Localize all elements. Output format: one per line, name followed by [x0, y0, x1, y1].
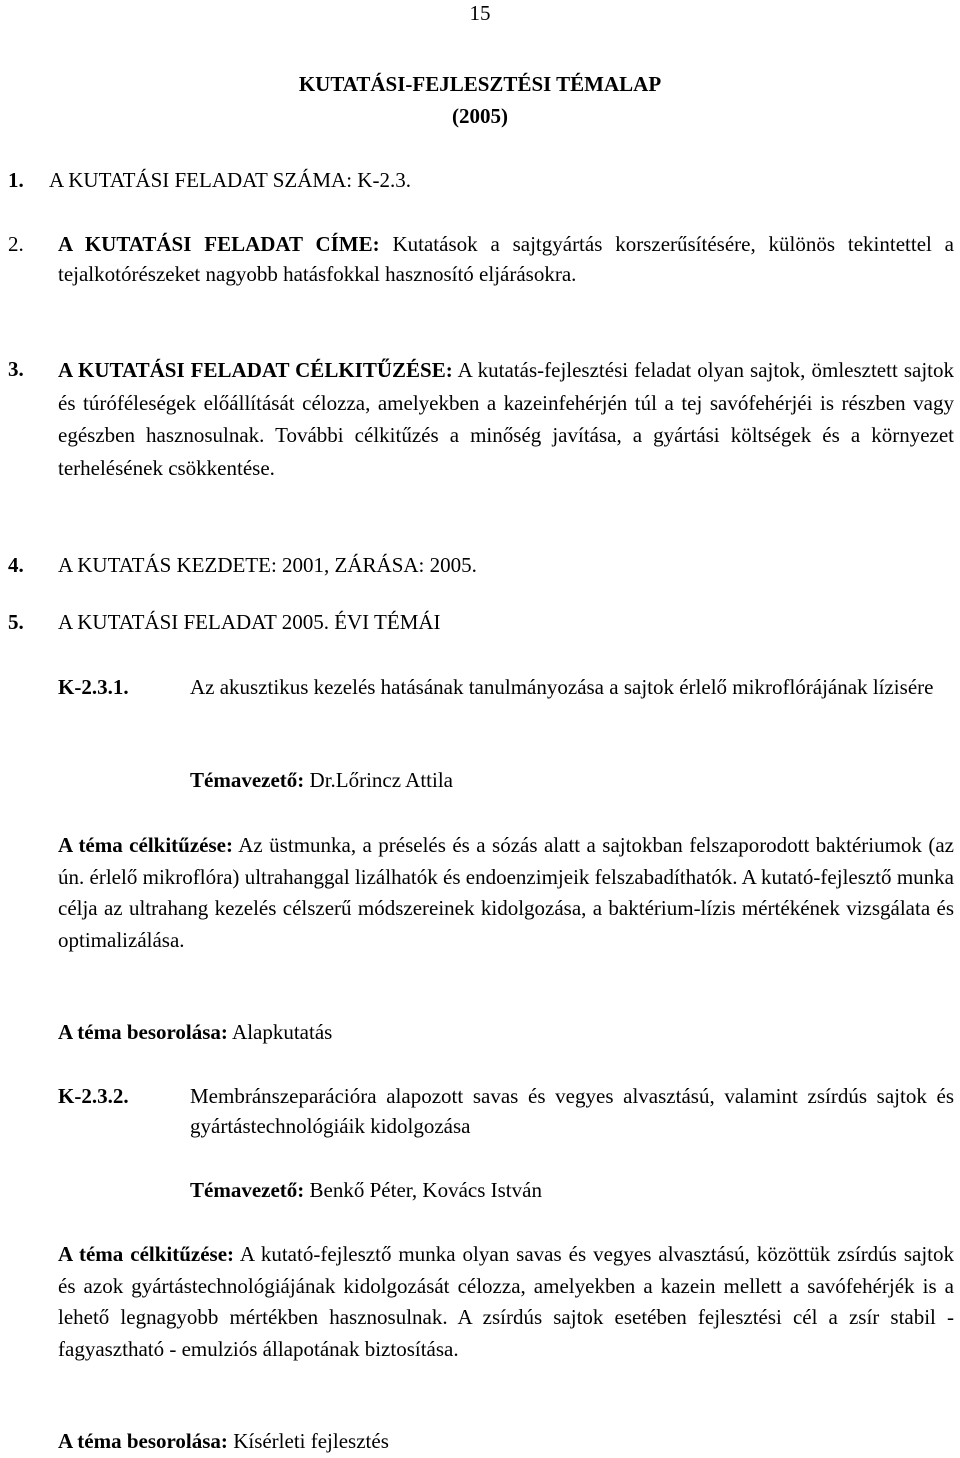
topic-2-code: K-2.3.2. — [58, 1084, 129, 1108]
item-1-number: 1. — [8, 168, 24, 192]
topic-1-leader-label: Témavezető: — [190, 768, 305, 792]
item-5-number: 5. — [8, 610, 24, 634]
item-2 — [58, 229, 954, 289]
topic-2-class-label: A téma besorolása: — [58, 1429, 228, 1453]
topic-1-leader — [190, 765, 954, 795]
topic-2-goal-label: A téma célkitűzése: — [58, 1242, 235, 1266]
topic-2-title: Membránszeparációra alapozott savas és vegyes alvasztású, valamint zsírdús sajtok és gyártástechnológiáik kidolgozása — [190, 1084, 954, 1138]
topic-1-class-label: A téma besorolása: — [58, 1020, 228, 1044]
item-3-value: A kutatás-fejlesztési feladat olyan sajtok, ömlesztett sajtok és túróféleségek előállítását célozza, amelyekben a kazeinfehérjén túl a tej savófehérjéi is részben vagy egészben hasznosulnak. További célkitűzés a minőség javítása, a gyártási költségek és a környezet terhelésének csökkentése. — [58, 358, 954, 480]
topic-2-goal-value: A kutató-fejlesztő munka olyan savas és vegyes alvasztású, közöttük zsírdús sajtok és azok gyártástechnológiájának kidolgozását célozza, amelyekben a kazein mellett a savófehérjék is a lehető legnagyobb mértékben hasznosulnak. A zsírdús sajtok esetében fejlesztési cél a zsír stabil - fagyasztható - emulziós állapotának biztosítása. — [58, 1242, 954, 1361]
item-3-label: A KUTATÁSI FELADAT CÉLKITŰZÉSE: — [58, 358, 453, 382]
item-4-number: 4. — [8, 553, 24, 577]
topic-1-goal-label: A téma célkitűzése: — [58, 833, 233, 857]
item-3-number: 3. — [8, 357, 24, 381]
item-4-label: A KUTATÁS KEZDETE: 2001, ZÁRÁSA: 2005. — [58, 553, 477, 577]
item-2-value: Kutatások a sajtgyártás korszerűsítésére, különös tekintettel a tejalkotórészeket nagyobb hatásfokkal hasznosító eljárásokra. — [58, 232, 955, 286]
item-1-label: A KUTATÁSI FELADAT SZÁMA: — [49, 168, 353, 192]
topic-1-class-value: Alapkutatás — [227, 1020, 333, 1044]
topic-1-leader-value: Dr.Lőrincz Attila — [304, 768, 453, 792]
topic-1-goal — [58, 830, 954, 956]
page-number: 15 — [469, 1, 491, 25]
document-year: (2005) — [452, 104, 508, 128]
document-title: KUTATÁSI-FEJLESZTÉSI TÉMALAP — [298, 72, 662, 96]
topic-2-goal — [58, 1239, 954, 1365]
topic-2-leader — [190, 1175, 954, 1205]
topic-1-classification — [58, 1017, 954, 1047]
topic-1-goal-value: Az üstmunka, a préselés és a sózás alatt a sajtokban felszaporodott baktériumok (az ún. érlelő mikroflóra) ultrahanggal lizálhatók és endoenzimjeik felszabadíthatók. A kutató-fejlesztő munka célja az ultrahang kezelés célszerű módszereinek kidolgozása, a baktérium-lízis mértékének vizsgálata és optimalizálása. — [58, 833, 955, 952]
item-3 — [58, 354, 954, 484]
topic-2-classification — [58, 1426, 954, 1456]
item-2-number: 2. — [8, 232, 24, 256]
item-1 — [8, 165, 938, 195]
item-5-label: A KUTATÁSI FELADAT 2005. ÉVI TÉMÁI — [58, 610, 441, 634]
item-1-value: K-2.3. — [352, 168, 411, 192]
topic-2-leader-value: Benkő Péter, Kovács István — [304, 1178, 542, 1202]
topic-2-leader-label: Témavezető: — [190, 1178, 305, 1202]
topic-1-title: Az akusztikus kezelés hatásának tanulmányozása a sajtok érlelő mikroflórájának lízisére — [190, 675, 934, 699]
topic-1-code: K-2.3.1. — [58, 675, 129, 699]
item-2-label: A KUTATÁSI FELADAT CÍME: — [58, 232, 380, 256]
topic-2-class-value: Kísérleti fejlesztés — [227, 1429, 389, 1453]
